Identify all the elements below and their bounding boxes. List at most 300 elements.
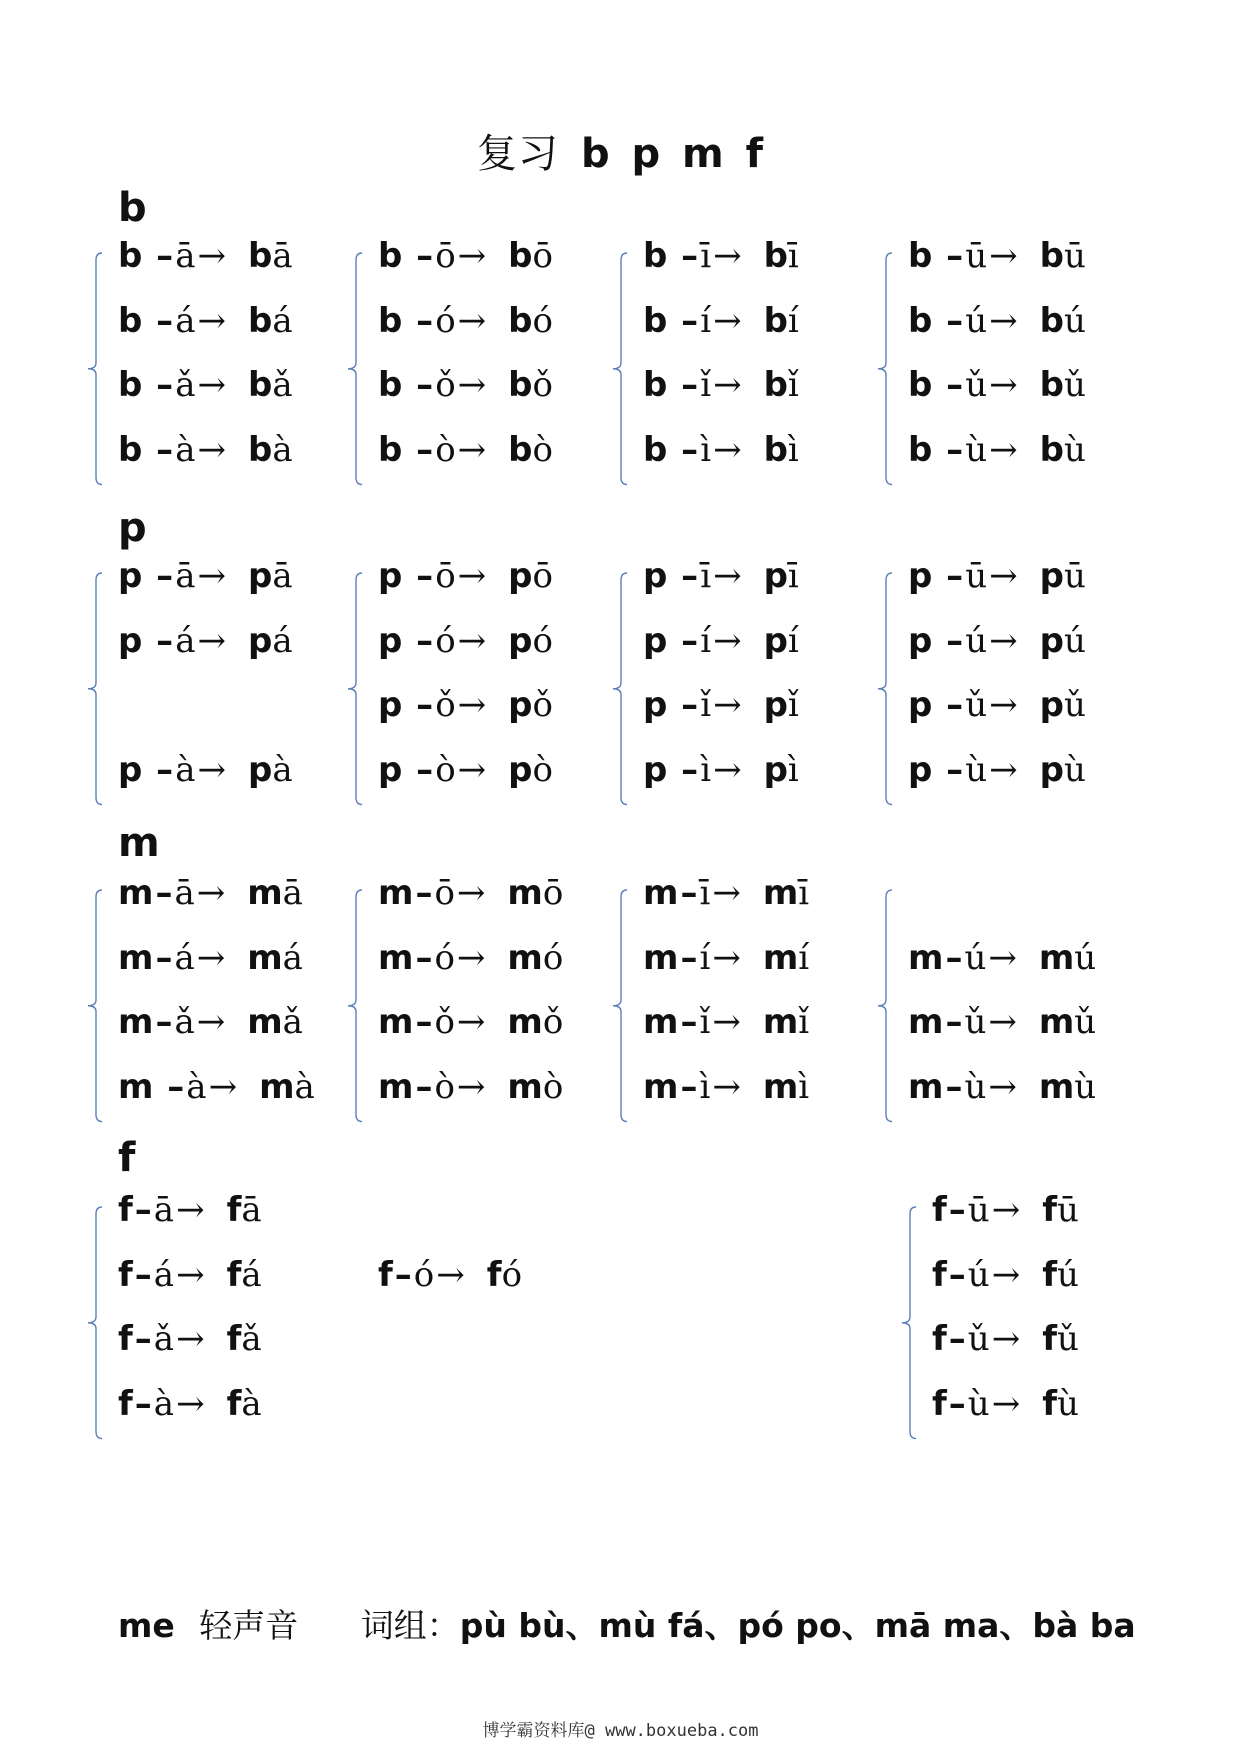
- result-final: ò: [532, 429, 553, 470]
- result-final: ǒ: [542, 1002, 564, 1042]
- syllable-row-mǐ: [643, 1002, 809, 1042]
- result-initial: p: [1039, 749, 1064, 790]
- me-label: me: [118, 1606, 175, 1645]
- result-initial: b: [508, 300, 533, 341]
- arrow-icon: →: [991, 1190, 1021, 1230]
- result-initial: b: [247, 236, 273, 276]
- arrow-icon: →: [208, 1066, 238, 1107]
- initial-letter: p: [118, 620, 143, 661]
- result-initial: p: [247, 749, 273, 790]
- dash: –: [934, 556, 964, 596]
- footer-line: [118, 1600, 1136, 1647]
- syllable-row-pó: [378, 621, 553, 661]
- final-vowel: ǐ: [699, 1002, 711, 1042]
- dash: –: [404, 749, 434, 790]
- initial-letter: b: [118, 236, 143, 276]
- result-initial: f: [1042, 1319, 1057, 1359]
- syllable-row-bǐ: [643, 365, 799, 405]
- final-vowel: í: [700, 300, 712, 341]
- syllable-row-pà: [118, 750, 293, 790]
- result-final: ó: [501, 1254, 523, 1295]
- arrow-icon: →: [713, 685, 742, 725]
- initial-letter: m: [643, 937, 679, 978]
- initial-letter: p: [118, 556, 143, 596]
- dash: –: [669, 685, 699, 725]
- final-vowel: ù: [967, 1383, 990, 1424]
- dash: –: [144, 429, 174, 470]
- initial-letter: b: [643, 300, 668, 341]
- syllable-row-mǒ: [378, 1002, 563, 1042]
- result-final: í: [787, 620, 799, 661]
- result-initial: p: [508, 556, 533, 596]
- arrow-icon: →: [196, 873, 226, 913]
- result-final: ù: [1063, 749, 1086, 790]
- result-final: ǎ: [241, 1319, 262, 1359]
- dash: –: [144, 365, 174, 405]
- syllable-row-pǒ: [378, 685, 553, 725]
- dash: –: [669, 300, 699, 341]
- final-vowel: ù: [964, 1066, 987, 1107]
- dash: –: [404, 236, 434, 276]
- arrow-icon: →: [176, 1254, 205, 1295]
- neutral-tone-label: 轻声音: [199, 1606, 299, 1645]
- final-vowel: ǎ: [153, 1319, 175, 1359]
- syllable-row-pǔ: [908, 685, 1086, 725]
- arrow-icon: →: [712, 1066, 741, 1107]
- initial-letter: m: [908, 937, 944, 978]
- arrow-icon: →: [713, 236, 742, 276]
- result-initial: m: [1038, 1002, 1075, 1042]
- initial-letter: f: [118, 1190, 133, 1230]
- arrow-icon: →: [989, 685, 1018, 725]
- final-vowel: á: [175, 300, 196, 341]
- initial-letter: m: [643, 1002, 679, 1042]
- syllable-row-bǒ: [378, 365, 553, 405]
- syllable-row-bá: [118, 301, 293, 341]
- arrow-icon: →: [713, 556, 742, 596]
- final-vowel: ǔ: [964, 1002, 987, 1042]
- final-vowel: ù: [965, 749, 988, 790]
- syllable-row-fū: [932, 1190, 1079, 1230]
- result-final: ì: [787, 429, 799, 470]
- dash: –: [934, 620, 964, 661]
- final-vowel: ā: [175, 236, 196, 276]
- result-final: ī: [787, 556, 799, 596]
- arrow-icon: →: [988, 1002, 1017, 1042]
- arrow-icon: →: [176, 1319, 205, 1359]
- arrow-icon: →: [989, 365, 1018, 405]
- result-final: ū: [1063, 236, 1086, 276]
- syllable-row-bó: [378, 301, 553, 341]
- initial-letter: p: [643, 685, 668, 725]
- arrow-icon: →: [457, 620, 487, 661]
- final-vowel: ì: [699, 1066, 711, 1107]
- final-vowel: ú: [964, 937, 987, 978]
- syllable-row-bú: [908, 301, 1086, 341]
- final-vowel: ó: [435, 300, 456, 341]
- final-vowel: ǐ: [700, 685, 712, 725]
- result-initial: m: [762, 1002, 799, 1042]
- arrow-icon: →: [712, 937, 741, 978]
- result-final: ā: [282, 873, 303, 913]
- dash: –: [134, 1319, 152, 1359]
- initial-letter: m: [118, 1002, 154, 1042]
- result-initial: m: [1038, 1066, 1075, 1107]
- arrow-icon: →: [456, 1066, 486, 1107]
- dash: –: [934, 300, 964, 341]
- arrow-icon: →: [457, 749, 487, 790]
- syllable-row-fā: [118, 1190, 262, 1230]
- initial-letter: f: [118, 1383, 133, 1424]
- word-list: pù bù、mù fá、pó po、mā ma、bà ba: [459, 1606, 1136, 1645]
- syllable-row-bù: [908, 430, 1086, 470]
- syllable-row-pú: [908, 621, 1086, 661]
- dash: –: [934, 749, 964, 790]
- final-vowel: í: [699, 937, 711, 978]
- final-vowel: ǒ: [435, 365, 456, 405]
- final-vowel: ō: [435, 236, 456, 276]
- brace-bracket-f-1: [80, 1206, 110, 1440]
- result-final: à: [272, 429, 293, 470]
- result-initial: f: [226, 1190, 242, 1230]
- arrow-icon: →: [989, 429, 1018, 470]
- arrow-icon: →: [457, 429, 487, 470]
- result-initial: m: [247, 937, 283, 978]
- final-vowel: à: [175, 429, 196, 470]
- result-initial: f: [1042, 1383, 1057, 1424]
- syllable-row-fǔ: [932, 1319, 1079, 1359]
- final-vowel: ò: [435, 429, 456, 470]
- syllable-row-bā: [118, 236, 293, 276]
- result-final: á: [272, 620, 293, 661]
- dash: –: [404, 556, 434, 596]
- arrow-icon: →: [991, 1319, 1021, 1359]
- syllable-row-mǎ: [118, 1002, 303, 1042]
- result-final: à: [241, 1383, 262, 1424]
- result-initial: p: [1039, 556, 1064, 596]
- initial-letter: b: [908, 300, 933, 341]
- result-initial: p: [508, 685, 533, 725]
- result-initial: b: [1039, 365, 1064, 405]
- result-initial: p: [763, 685, 788, 725]
- result-initial: p: [247, 556, 273, 596]
- brace-bracket-b-4: [870, 252, 900, 486]
- result-initial: m: [507, 1002, 543, 1042]
- brace-bracket-f-4: [894, 1206, 924, 1440]
- dash: –: [404, 300, 434, 341]
- result-final: ú: [1057, 1254, 1079, 1295]
- result-initial: b: [1039, 429, 1064, 470]
- initial-letter: m: [908, 1002, 944, 1042]
- final-vowel: à: [175, 749, 196, 790]
- arrow-icon: →: [991, 1383, 1021, 1424]
- result-initial: m: [247, 873, 283, 913]
- initial-letter: p: [908, 620, 933, 661]
- result-final: ì: [798, 1066, 810, 1107]
- dash: –: [404, 365, 434, 405]
- result-initial: m: [507, 873, 543, 913]
- final-vowel: ó: [435, 620, 456, 661]
- initial-letter: p: [908, 556, 933, 596]
- result-final: ǒ: [532, 365, 553, 405]
- final-vowel: ǔ: [965, 685, 988, 725]
- dash: –: [394, 1254, 412, 1295]
- result-initial: m: [762, 873, 799, 913]
- dash: –: [669, 749, 699, 790]
- result-final: ǎ: [272, 365, 293, 405]
- result-final: ú: [1063, 300, 1086, 341]
- result-initial: f: [1042, 1254, 1057, 1295]
- final-vowel: ā: [174, 873, 195, 913]
- arrow-icon: →: [991, 1254, 1021, 1295]
- result-initial: b: [763, 429, 788, 470]
- result-initial: m: [507, 1066, 543, 1107]
- arrow-icon: →: [197, 429, 226, 470]
- syllable-row-fó: [378, 1255, 522, 1295]
- result-initial: p: [247, 620, 273, 661]
- arrow-icon: →: [456, 1002, 486, 1042]
- dash: –: [948, 1319, 966, 1359]
- result-initial: b: [247, 429, 273, 470]
- final-vowel: ū: [965, 236, 988, 276]
- result-final: à: [272, 749, 293, 790]
- dash: –: [155, 1002, 173, 1042]
- dash: –: [669, 365, 699, 405]
- final-vowel: à: [153, 1383, 175, 1424]
- arrow-icon: →: [988, 937, 1017, 978]
- final-vowel: ì: [700, 429, 712, 470]
- dash: –: [948, 1383, 966, 1424]
- final-vowel: ū: [967, 1190, 990, 1230]
- arrow-icon: →: [176, 1383, 205, 1424]
- arrow-icon: →: [989, 300, 1018, 341]
- initial-letter: m: [378, 1002, 414, 1042]
- arrow-icon: →: [713, 365, 742, 405]
- result-final: ā: [241, 1190, 262, 1230]
- initial-letter: p: [378, 685, 403, 725]
- result-initial: b: [247, 365, 273, 405]
- dash: –: [415, 1002, 433, 1042]
- dash: –: [680, 1002, 698, 1042]
- initial-letter: p: [908, 749, 933, 790]
- final-vowel: ì: [700, 749, 712, 790]
- arrow-icon: →: [197, 620, 226, 661]
- final-vowel: ǎ: [175, 365, 196, 405]
- result-final: ī: [787, 236, 799, 276]
- result-initial: b: [1039, 236, 1064, 276]
- final-vowel: á: [174, 937, 195, 978]
- arrow-icon: →: [712, 1002, 741, 1042]
- final-vowel: ó: [434, 937, 455, 978]
- result-initial: f: [486, 1254, 502, 1295]
- result-final: ǔ: [1057, 1319, 1079, 1359]
- syllable-row-pù: [908, 750, 1086, 790]
- initial-letter: m: [643, 1066, 679, 1107]
- initial-letter: b: [908, 429, 933, 470]
- result-final: ō: [532, 236, 553, 276]
- result-initial: p: [763, 556, 788, 596]
- arrow-icon: →: [457, 685, 487, 725]
- syllable-row-mò: [378, 1067, 563, 1107]
- initial-letter: b: [908, 236, 933, 276]
- syllable-row-mà: [118, 1067, 315, 1107]
- initial-letter: p: [378, 749, 403, 790]
- arrow-icon: →: [197, 236, 226, 276]
- initial-letter: f: [932, 1319, 947, 1359]
- result-final: ī: [798, 873, 810, 913]
- syllable-row-má: [118, 938, 303, 978]
- final-vowel: ǐ: [700, 365, 712, 405]
- result-initial: m: [259, 1066, 295, 1107]
- arrow-icon: →: [196, 1002, 226, 1042]
- syllable-row-pò: [378, 750, 553, 790]
- arrow-icon: →: [989, 236, 1018, 276]
- syllable-row-fǎ: [118, 1319, 262, 1359]
- syllable-row-mī: [643, 873, 809, 913]
- brace-bracket-b-3: [605, 252, 635, 486]
- arrow-icon: →: [713, 300, 742, 341]
- dash: –: [144, 556, 174, 596]
- syllable-row-bū: [908, 236, 1086, 276]
- result-final: ǔ: [1063, 365, 1086, 405]
- brace-bracket-b-1: [80, 252, 110, 486]
- syllable-row-mù: [908, 1067, 1096, 1107]
- result-final: ǒ: [532, 685, 553, 725]
- syllable-row-mō: [378, 873, 563, 913]
- dash: –: [934, 429, 964, 470]
- dash: –: [155, 1066, 185, 1107]
- syllable-row-pā: [118, 556, 293, 596]
- syllable-row-bǔ: [908, 365, 1086, 405]
- dash: –: [945, 1002, 963, 1042]
- initial-letter: f: [118, 1319, 133, 1359]
- syllable-row-bò: [378, 430, 553, 470]
- initial-letter: b: [378, 300, 403, 341]
- initial-letter: p: [378, 620, 403, 661]
- final-vowel: ī: [699, 873, 711, 913]
- result-initial: m: [247, 1002, 283, 1042]
- arrow-icon: →: [457, 236, 487, 276]
- brace-bracket-p-1: [80, 572, 110, 806]
- dash: –: [155, 873, 173, 913]
- result-initial: p: [1039, 685, 1064, 725]
- result-final: ō: [532, 556, 553, 596]
- syllable-row-fù: [932, 1384, 1079, 1424]
- final-vowel: ǔ: [965, 365, 988, 405]
- initial-letter: m: [378, 937, 414, 978]
- dash: –: [680, 937, 698, 978]
- syllable-row-pō: [378, 556, 553, 596]
- page-title: [0, 122, 1241, 179]
- dash: –: [134, 1254, 152, 1295]
- arrow-icon: →: [457, 300, 487, 341]
- dash: –: [404, 685, 434, 725]
- initial-letter: b: [378, 365, 403, 405]
- dash: –: [415, 1066, 433, 1107]
- initial-letter: f: [932, 1383, 947, 1424]
- result-initial: p: [763, 620, 788, 661]
- result-final: ō: [542, 873, 564, 913]
- result-final: ǐ: [787, 365, 799, 405]
- dash: –: [680, 873, 698, 913]
- result-final: á: [241, 1254, 262, 1295]
- result-initial: p: [763, 749, 788, 790]
- result-final: ó: [532, 300, 553, 341]
- initial-letter: f: [932, 1190, 947, 1230]
- final-vowel: ò: [435, 749, 456, 790]
- result-final: ó: [532, 620, 553, 661]
- dash: –: [144, 300, 174, 341]
- dash: –: [934, 236, 964, 276]
- syllable-row-pá: [118, 621, 293, 661]
- result-initial: f: [226, 1319, 242, 1359]
- result-final: ù: [1063, 429, 1086, 470]
- initial-letter: b: [118, 365, 143, 405]
- arrow-icon: →: [436, 1254, 465, 1295]
- section-heading-b: b: [118, 185, 147, 231]
- result-final: í: [798, 937, 810, 978]
- result-initial: f: [226, 1254, 242, 1295]
- dash: –: [134, 1383, 152, 1424]
- initial-letter: p: [378, 556, 403, 596]
- initial-letter: f: [118, 1254, 133, 1295]
- dash: –: [669, 620, 699, 661]
- syllable-row-bī: [643, 236, 799, 276]
- arrow-icon: →: [989, 620, 1018, 661]
- initial-letter: b: [908, 365, 933, 405]
- final-vowel: ī: [700, 556, 712, 596]
- result-initial: m: [1038, 937, 1075, 978]
- arrow-icon: →: [457, 556, 487, 596]
- syllable-row-bō: [378, 236, 553, 276]
- final-vowel: ǔ: [967, 1319, 990, 1359]
- dash: –: [144, 236, 174, 276]
- result-final: í: [787, 300, 799, 341]
- brace-bracket-p-3: [605, 572, 635, 806]
- arrow-icon: →: [456, 873, 486, 913]
- arrow-icon: →: [197, 556, 226, 596]
- result-initial: b: [508, 236, 533, 276]
- dash: –: [934, 365, 964, 405]
- syllable-row-pī: [643, 556, 799, 596]
- initial-letter: m: [643, 873, 679, 913]
- result-initial: p: [508, 749, 533, 790]
- final-vowel: ú: [965, 300, 988, 341]
- section-heading-m: m: [118, 820, 160, 866]
- result-initial: b: [508, 365, 533, 405]
- section-heading-p: p: [118, 505, 147, 551]
- syllable-row-mó: [378, 938, 563, 978]
- result-final: ǎ: [282, 1002, 303, 1042]
- initial-letter: m: [118, 1066, 154, 1107]
- initial-letter: f: [932, 1254, 947, 1295]
- dash: –: [948, 1190, 966, 1230]
- result-final: ì: [787, 749, 799, 790]
- initial-letter: p: [643, 620, 668, 661]
- brace-bracket-m-2: [340, 889, 370, 1123]
- arrow-icon: →: [713, 620, 742, 661]
- final-vowel: ò: [434, 1066, 455, 1107]
- syllable-row-mǔ: [908, 1002, 1096, 1042]
- initial-letter: b: [118, 429, 143, 470]
- arrow-icon: →: [989, 556, 1018, 596]
- result-initial: m: [762, 937, 799, 978]
- result-final: ò: [532, 749, 553, 790]
- initial-letter: p: [118, 749, 143, 790]
- syllable-row-bì: [643, 430, 799, 470]
- dash: –: [415, 873, 433, 913]
- dash: –: [948, 1254, 966, 1295]
